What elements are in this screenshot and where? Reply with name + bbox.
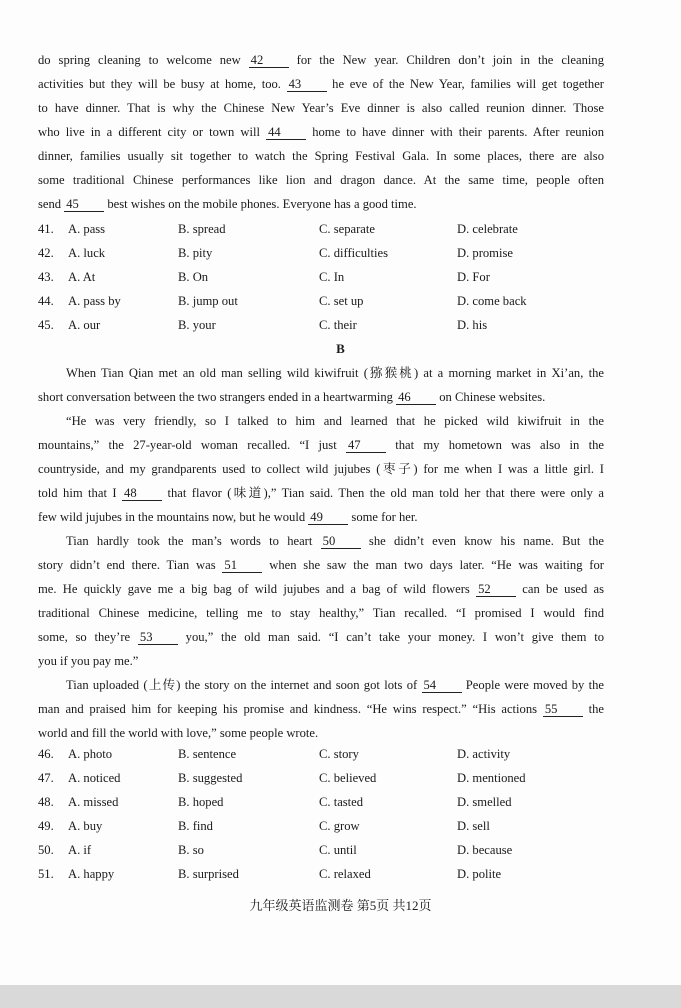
- option-row-45: [38, 313, 638, 337]
- option-row-47: [38, 766, 638, 790]
- choice-a: A. photo: [68, 747, 113, 761]
- choice-d: D. his: [457, 318, 488, 332]
- line-text: you,” the old man said. “I can’t take your money. I won’t give them to: [177, 630, 604, 644]
- text-line: [38, 625, 604, 649]
- choice-d: D. activity: [457, 747, 511, 761]
- text-line: [38, 385, 604, 409]
- text-line: [38, 120, 604, 144]
- line-text: to have dinner. That is why the Chinese New Year’s Eve dinner is also called reunion dinner. Those: [38, 101, 604, 115]
- question-number: 48.: [38, 795, 54, 809]
- line-text: that my hometown was also in the: [385, 438, 604, 452]
- line-text: world and fill the world with love,” some people wrote.: [38, 726, 319, 740]
- choice-c: C. relaxed: [319, 867, 371, 881]
- text-line: [38, 72, 604, 96]
- text-line: [38, 192, 604, 216]
- choice-c: C. until: [319, 843, 357, 857]
- line-text: can be used as: [516, 582, 604, 596]
- line-text: home to have dinner with their parents. After reunion: [306, 125, 604, 139]
- passage-b: [38, 361, 604, 745]
- answer-blank-45: 45: [64, 197, 104, 212]
- question-number: 44.: [38, 294, 54, 308]
- choice-c: C. grow: [319, 819, 360, 833]
- option-row-49: [38, 814, 638, 838]
- text-line: [38, 673, 604, 697]
- choice-b: B. On: [178, 270, 209, 284]
- line-text: he eve of the New Year, families will get together: [326, 77, 604, 91]
- line-text: “He was very friendly, so I talked to him and learned that he picked wild kiwifruit in the: [66, 414, 604, 428]
- question-number: 45.: [38, 318, 54, 332]
- choice-a: A. missed: [68, 795, 119, 809]
- line-text: dinner, families usually sit together to watch the Spring Festival Gala. In some places, there are also: [38, 149, 604, 163]
- text-line: [38, 433, 604, 457]
- scan-bottom-edge: [0, 985, 681, 1008]
- text-line: [38, 553, 604, 577]
- choice-b: B. spread: [178, 222, 226, 236]
- choice-c: C. separate: [319, 222, 375, 236]
- choice-c: C. story: [319, 747, 359, 761]
- text-line: [38, 457, 604, 481]
- text-line: [38, 361, 604, 385]
- line-text: activities but they will be busy at home, too.: [38, 77, 287, 91]
- choice-b: B. hoped: [178, 795, 224, 809]
- answer-blank-46: 46: [396, 390, 436, 405]
- question-number: 46.: [38, 747, 54, 761]
- line-text: When Tian Qian met an old man selling wild kiwifruit (猕猴桃) at a morning market in Xi’an, the: [66, 366, 604, 380]
- choice-d: D. because: [457, 843, 513, 857]
- line-text: few wild jujubes in the mountains now, but he would: [38, 510, 309, 524]
- choice-c: C. In: [319, 270, 345, 284]
- choice-d: D. celebrate: [457, 222, 518, 236]
- choice-a: A. noticed: [68, 771, 121, 785]
- option-row-50: [38, 838, 638, 862]
- text-line: [38, 48, 604, 72]
- line-text: man and praised him for keeping his promise and kindness. “He wins respect.” “His actions: [38, 702, 543, 716]
- text-line: [38, 144, 604, 168]
- question-number: 42.: [38, 246, 54, 260]
- line-text: do spring cleaning to welcome new: [38, 53, 249, 67]
- choice-d: D. mentioned: [457, 771, 526, 785]
- choice-a: A. At: [68, 270, 96, 284]
- choice-b: B. so: [178, 843, 204, 857]
- line-text: me. He quickly gave me a big bag of wild jujubes and a bag of wild flowers: [38, 582, 477, 596]
- text-line: [38, 96, 604, 120]
- choice-a: A. pass by: [68, 294, 121, 308]
- choice-c: C. their: [319, 318, 357, 332]
- choice-b: B. find: [178, 819, 213, 833]
- question-number: 43.: [38, 270, 54, 284]
- choice-a: A. our: [68, 318, 101, 332]
- option-row-42: [38, 241, 638, 265]
- answer-blank-52: 52: [476, 582, 516, 597]
- line-text: Tian hardly took the man’s words to heart: [66, 534, 321, 548]
- text-line: [38, 481, 604, 505]
- choice-b: B. jump out: [178, 294, 238, 308]
- section-b-heading: B: [336, 341, 345, 356]
- text-line: [38, 577, 604, 601]
- answer-blank-53: 53: [138, 630, 178, 645]
- line-text: People were moved by the: [461, 678, 604, 692]
- line-text: the: [582, 702, 604, 716]
- choice-b: B. pity: [178, 246, 213, 260]
- option-row-46: [38, 742, 638, 766]
- options-46-51: [38, 742, 638, 886]
- choice-c: C. believed: [319, 771, 377, 785]
- line-text: send: [38, 197, 65, 211]
- line-text: Tian uploaded (上传) the story on the internet and soon got lots of: [66, 678, 422, 692]
- option-row-48: [38, 790, 638, 814]
- line-text: short conversation between the two strangers ended in a heartwarming: [38, 390, 397, 404]
- text-line: [38, 505, 604, 529]
- option-row-44: [38, 289, 638, 313]
- line-text: story didn’t end there. Tian was: [38, 558, 223, 572]
- choice-c: C. difficulties: [319, 246, 389, 260]
- line-text: that flavor (味道),” Tian said. Then the old man told her that there were only a: [162, 486, 604, 500]
- line-text: some for her.: [348, 510, 418, 524]
- text-line: [38, 649, 604, 673]
- answer-blank-44: 44: [266, 125, 306, 140]
- answer-blank-50: 50: [321, 534, 361, 549]
- choice-b: B. sentence: [178, 747, 237, 761]
- text-line: [38, 168, 604, 192]
- answer-blank-55: 55: [543, 702, 583, 717]
- page-footer: 九年级英语监测卷 第5页 共12页: [249, 898, 432, 913]
- choice-d: D. promise: [457, 246, 513, 260]
- line-text: traditional Chinese medicine, telling me to stay healthy,” Tian recalled. “I promised I would find: [38, 606, 604, 620]
- line-text: for the New year. Children don’t join in the cleaning: [288, 53, 604, 67]
- line-text: countryside, and my grandparents used to collect wild jujubes (枣子) for me when I was a little girl. I: [38, 462, 604, 476]
- choice-a: A. happy: [68, 867, 115, 881]
- choice-a: A. buy: [68, 819, 103, 833]
- line-text: some, so they’re: [38, 630, 138, 644]
- answer-blank-48: 48: [122, 486, 162, 501]
- text-line: [38, 529, 604, 553]
- question-number: 41.: [38, 222, 54, 236]
- choice-d: D. For: [457, 270, 490, 284]
- answer-blank-51: 51: [222, 558, 262, 573]
- question-number: 50.: [38, 843, 54, 857]
- choice-b: B. suggested: [178, 771, 243, 785]
- choice-d: D. polite: [457, 867, 502, 881]
- line-text: best wishes on the mobile phones. Everyone has a good time.: [104, 197, 417, 211]
- question-number: 49.: [38, 819, 54, 833]
- choice-a: A. pass: [68, 222, 106, 236]
- line-text: when she saw the man two days later. “He was waiting for: [262, 558, 604, 572]
- passage-a-continuation: [38, 48, 604, 216]
- answer-blank-42: 42: [249, 53, 289, 68]
- choice-b: B. surprised: [178, 867, 239, 881]
- option-row-43: [38, 265, 638, 289]
- text-line: [38, 697, 604, 721]
- choice-c: C. tasted: [319, 795, 364, 809]
- option-row-51: [38, 862, 638, 886]
- choice-b: B. your: [178, 318, 216, 332]
- text-line: [38, 601, 604, 625]
- line-text: told him that I: [38, 486, 123, 500]
- option-row-41: [38, 217, 638, 241]
- choice-d: D. sell: [457, 819, 490, 833]
- answer-blank-54: 54: [422, 678, 462, 693]
- question-number: 47.: [38, 771, 54, 785]
- choice-c: C. set up: [319, 294, 364, 308]
- line-text: who live in a different city or town will: [38, 125, 267, 139]
- text-line: [38, 409, 604, 433]
- answer-blank-47: 47: [346, 438, 386, 453]
- answer-blank-43: 43: [287, 77, 327, 92]
- choice-d: D. smelled: [457, 795, 512, 809]
- question-number: 51.: [38, 867, 54, 881]
- options-41-45: [38, 217, 638, 337]
- choice-a: A. luck: [68, 246, 106, 260]
- line-text: mountains,” the 27-year-old woman recalled. “I just: [38, 438, 346, 452]
- line-text: you if you pay me.”: [38, 654, 139, 668]
- answer-blank-49: 49: [308, 510, 348, 525]
- choice-d: D. come back: [457, 294, 527, 308]
- line-text: on Chinese websites.: [436, 390, 546, 404]
- line-text: she didn’t even know his name. But the: [360, 534, 604, 548]
- choice-a: A. if: [68, 843, 92, 857]
- line-text: some traditional Chinese performances like lion and dragon dance. At the same time, people often: [38, 173, 604, 187]
